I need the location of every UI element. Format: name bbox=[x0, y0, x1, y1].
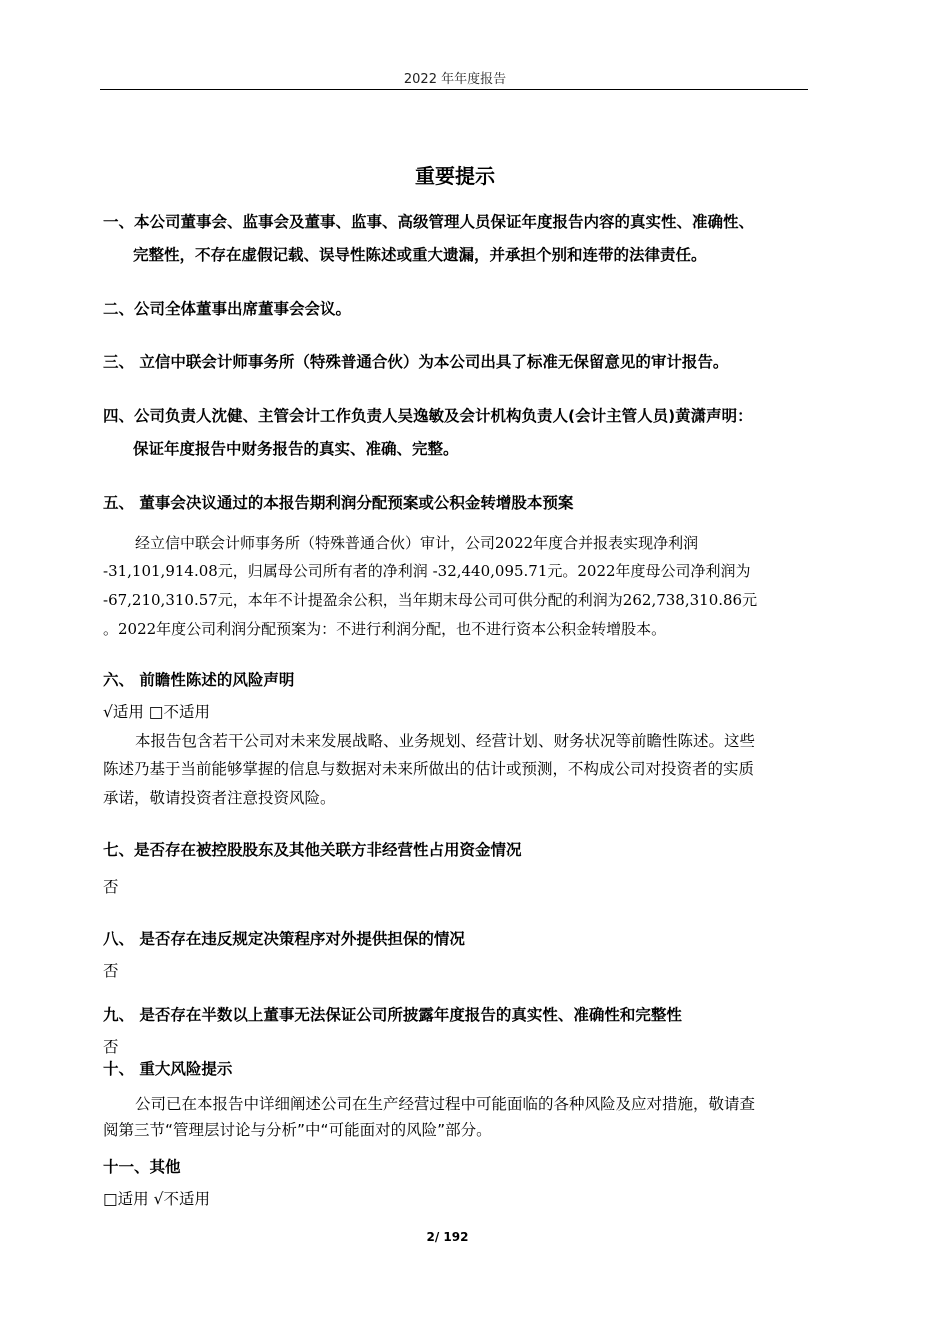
section-9-heading: 九、 是否存在半数以上董事无法保证公司所披露年度报告的真实性、准确性和完整性 bbox=[103, 1006, 682, 1024]
section-10-heading: 十、 重大风险提示 bbox=[103, 1060, 233, 1078]
section-10-paragraph-line: 公司已在本报告中详细阐述公司在生产经营过程中可能面临的各种风险及应对措施，敬请查 bbox=[135, 1095, 756, 1113]
section-5-heading: 五、 董事会决议通过的本报告期利润分配预案或公积金转增股本预案 bbox=[103, 494, 574, 512]
section-11-applicability: □适用 √不适用 bbox=[103, 1190, 210, 1208]
section-6-heading: 六、 前瞻性陈述的风险声明 bbox=[103, 671, 295, 689]
section-4-line: 保证年度报告中财务报告的真实、准确、完整。 bbox=[133, 440, 459, 458]
section-5-paragraph-line: -67,210,310.57元，本年不计提盈余公积，当年期末母公司可供分配的利润为262,738,310.86元 bbox=[103, 591, 758, 609]
section-11-heading: 十一、其他 bbox=[103, 1158, 181, 1176]
section-1-line: 完整性，不存在虚假记载、误导性陈述或重大遗漏，并承担个别和连带的法律责任。 bbox=[133, 246, 707, 264]
section-7-answer: 否 bbox=[103, 878, 119, 896]
section-8-answer: 否 bbox=[103, 962, 119, 980]
section-7-heading: 七、是否存在被控股股东及其他关联方非经营性占用资金情况 bbox=[103, 841, 522, 859]
section-6-paragraph-line: 陈述乃基于当前能够掌握的信息与数据对未来所做出的估计或预测，不构成公司对投资者的实质 bbox=[103, 760, 755, 778]
section-2-heading: 二、公司全体董事出席董事会会议。 bbox=[103, 300, 352, 318]
page-number: 2/ 192 bbox=[426, 1230, 469, 1244]
section-6-paragraph-line: 本报告包含若干公司对未来发展战略、业务规划、经营计划、财务状况等前瞻性陈述。这些 bbox=[135, 732, 756, 750]
section-10-paragraph-line: 阅第三节“管理层讨论与分析”中“可能面对的风险”部分。 bbox=[103, 1121, 492, 1139]
section-6-applicability: √适用 □不适用 bbox=[103, 703, 210, 721]
section-5-paragraph-line: 经立信中联会计师事务所（特殊普通合伙）审计，公司2022年度合并报表实现净利润 bbox=[135, 534, 699, 552]
section-4-line: 四、公司负责人沈健、主管会计工作负责人吴逸敏及会计机构负责人(会计主管人员)黄潇声明： bbox=[103, 407, 753, 425]
page-title: 重要提示 bbox=[415, 164, 495, 188]
page-header: 2022 年年度报告 bbox=[403, 72, 507, 87]
section-3-heading: 三、 立信中联会计师事务所（特殊普通合伙）为本公司出具了标准无保留意见的审计报告。 bbox=[103, 353, 729, 371]
section-1-line: 一、本公司董事会、监事会及董事、监事、高级管理人员保证年度报告内容的真实性、准确性、 bbox=[103, 213, 755, 231]
section-5-paragraph-line: 。2022年度公司利润分配预案为：不进行利润分配，也不进行资本公积金转增股本。 bbox=[103, 620, 667, 638]
header-rule bbox=[100, 89, 808, 90]
section-8-heading: 八、 是否存在违反规定决策程序对外提供担保的情况 bbox=[103, 930, 465, 948]
section-9-answer: 否 bbox=[103, 1038, 119, 1056]
section-5-paragraph-line: -31,101,914.08元，归属母公司所有者的净利润 -32,440,095.71元。2022年度母公司净利润为 bbox=[103, 562, 751, 580]
section-6-paragraph-line: 承诺，敬请投资者注意投资风险。 bbox=[103, 789, 336, 807]
